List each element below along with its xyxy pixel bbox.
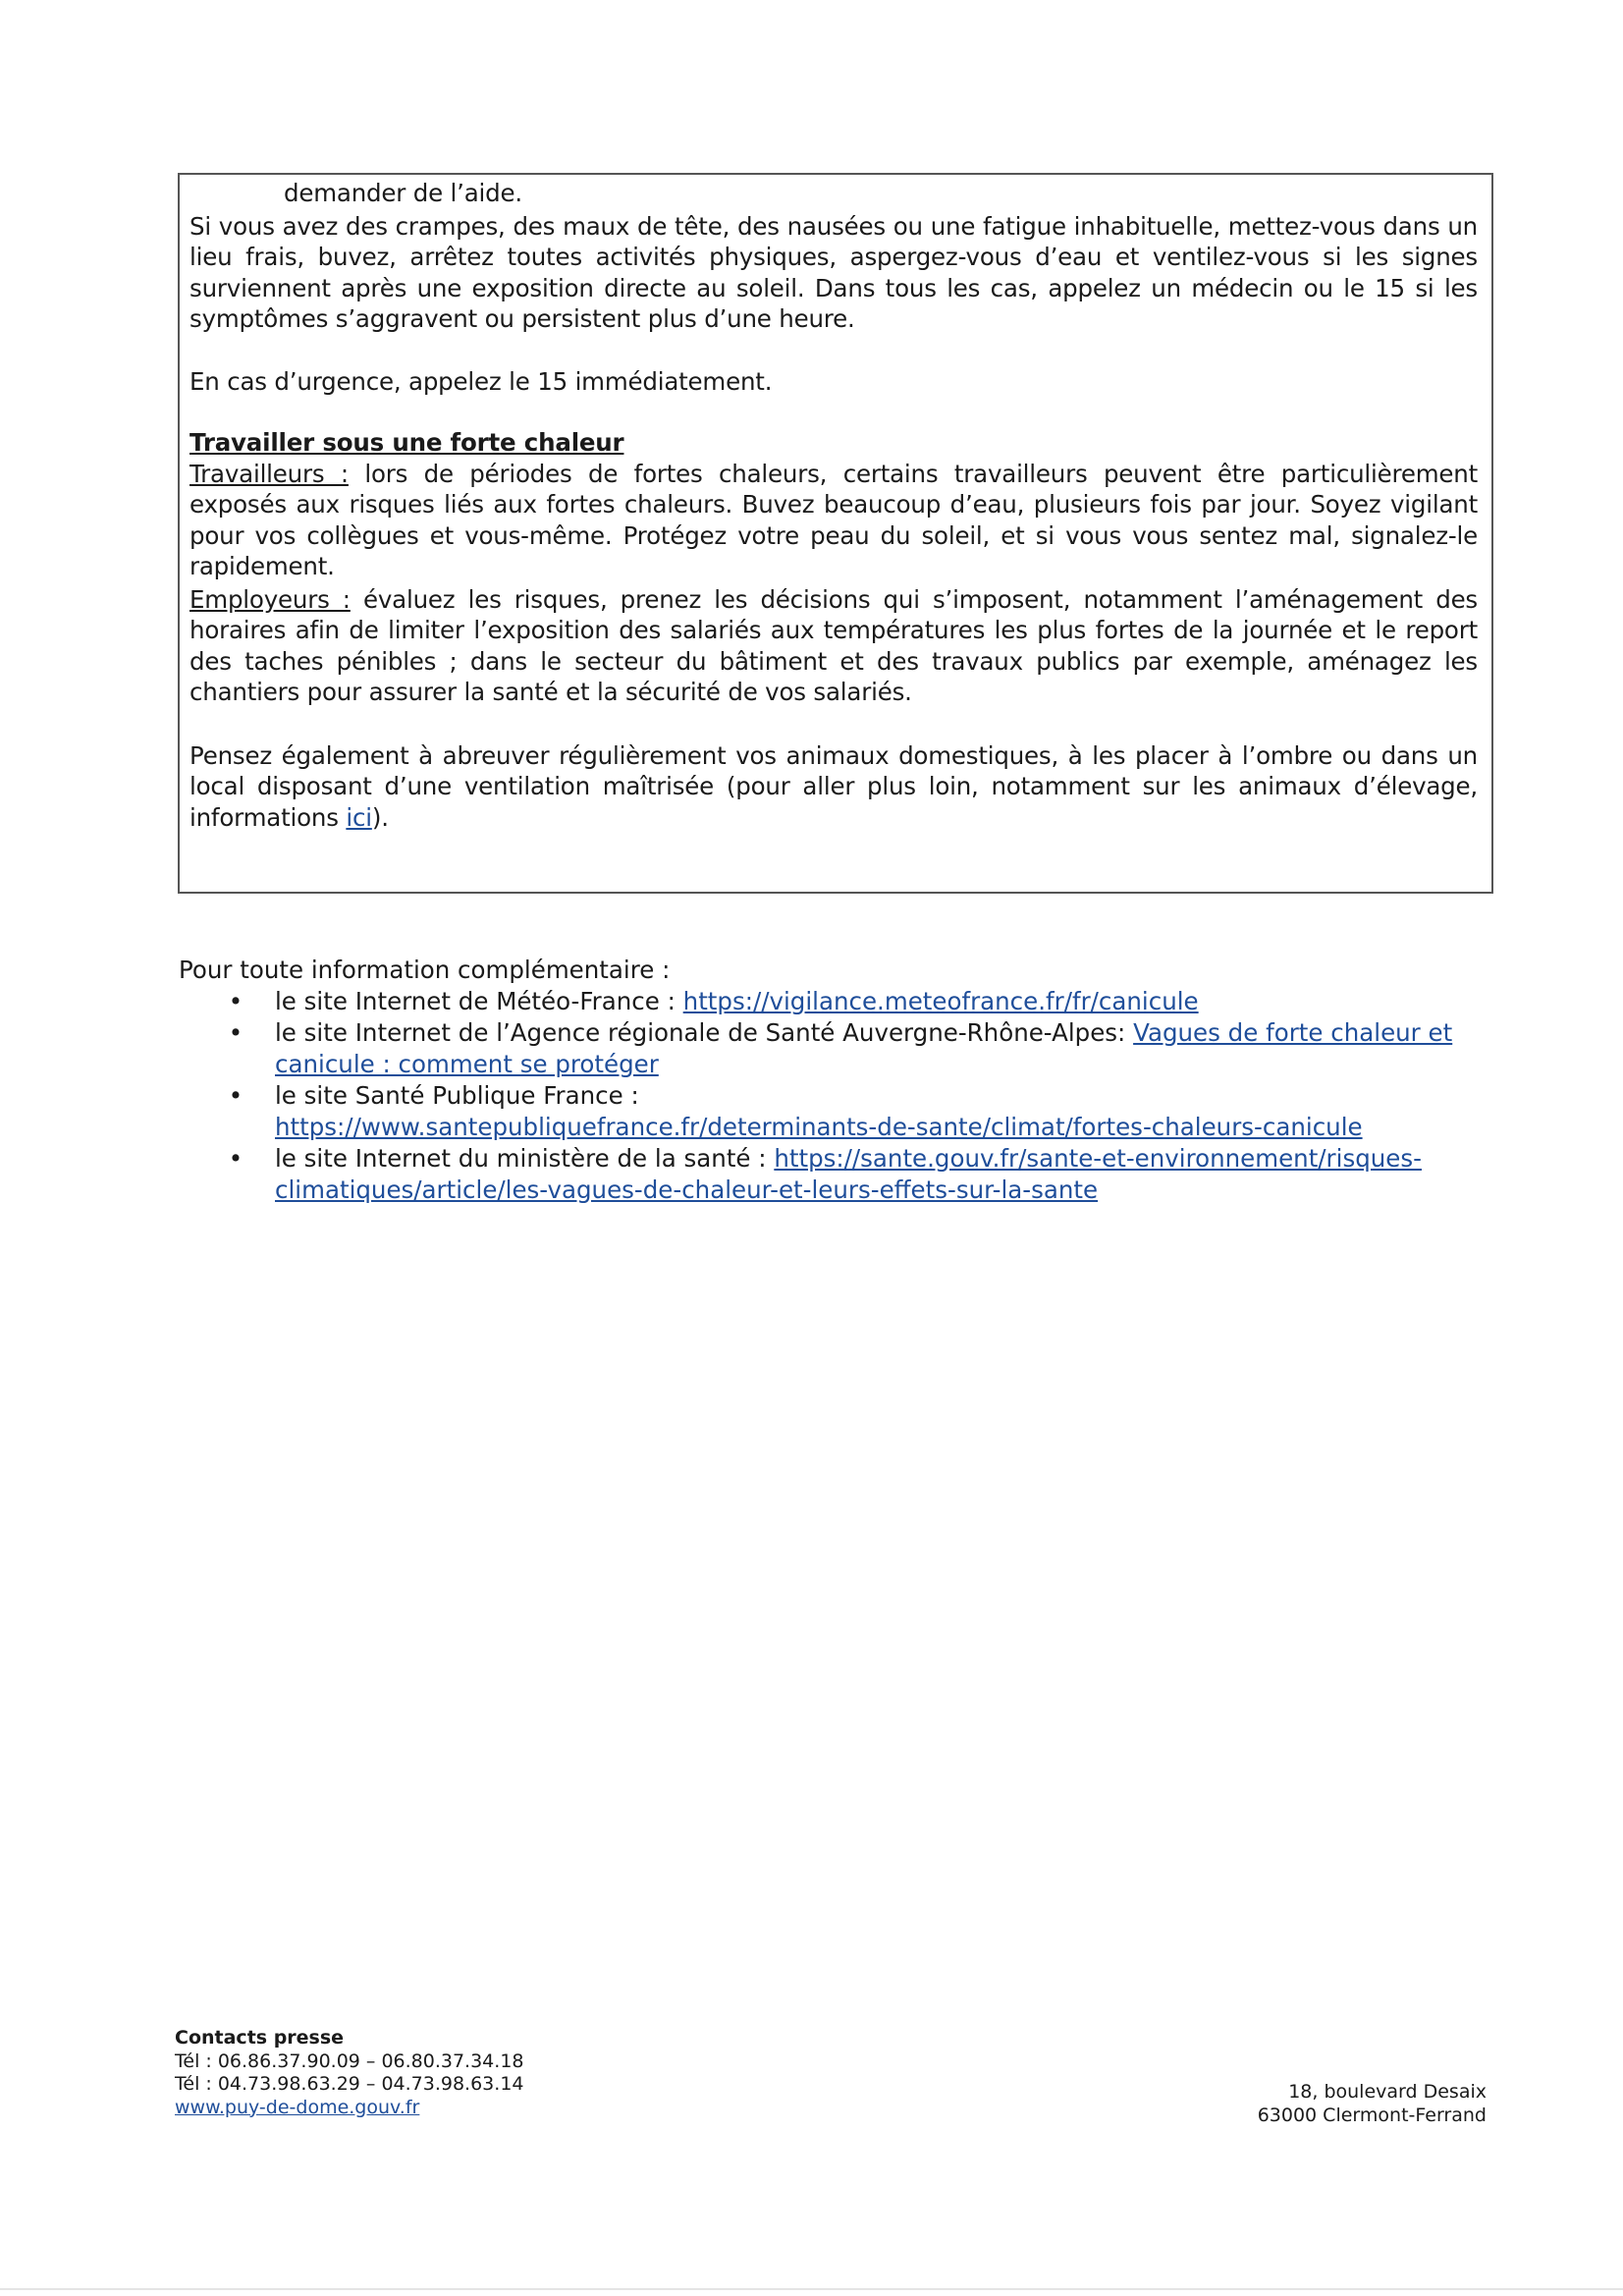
bottom-divider <box>0 2288 1623 2290</box>
postal-address <box>1258 2080 1487 2127</box>
list-item <box>179 1080 1494 1143</box>
employers-text: évaluez les risques, prenez les décisions qui s’imposent, notamment l’aménagement des horaires afin de limiter l’exposition des salariés aux températures les plus fortes de la journée et le report des taches pénibles ; dans le secteur du bâtiment et des travaux publics par exemple, aménagez les chantiers pour assurer la santé et la sécurité de vos salariés. <box>189 584 1479 706</box>
address-street: 18, boulevard Desaix <box>1288 2081 1487 2103</box>
advice-box <box>178 173 1493 894</box>
employers-label: Employeurs : <box>189 584 351 614</box>
more-info-section <box>179 955 1494 1206</box>
prefecture-website-link[interactable]: www.puy-de-dome.gouv.fr <box>175 2096 420 2118</box>
list-item-text: le site Internet du ministère de la santé : <box>275 1144 775 1173</box>
more-info-intro: Pour toute information complémentaire : <box>179 956 671 984</box>
workers-paragraph <box>189 459 1478 582</box>
animals-text: Pensez également à abreuver régulièrement vos animaux domestiques, à les placer à l’ombre ou dans un local disposant d’une ventilation maîtrisée (pour aller plus loin, notamment sur les animaux d’élevage, informations <box>189 740 1478 832</box>
workers-label: Travailleurs : <box>189 459 349 488</box>
press-contacts-title: Contacts presse <box>175 2027 345 2049</box>
more-info-list <box>179 986 1494 1206</box>
workers-text: lors de périodes de fortes chaleurs, certains travailleurs peuvent être particulièrement exposés aux risques liés aux fortes chaleurs. Buvez beaucoup d’eau, plusieurs fois par jour. Soyez vigilant pour vos collègues et vous-même. Protégez votre peau du soleil, et si vous vous sentez mal, signalez-le rapidement. <box>189 459 1478 580</box>
list-item-text: le site Internet de l’Agence régionale de Santé Auvergne-Rhône-Alpes: <box>275 1018 1134 1047</box>
bullet-icon: • <box>228 1018 243 1047</box>
list-item <box>179 986 1494 1017</box>
list-item-text: le site Santé Publique France : <box>275 1081 639 1110</box>
ministry-link[interactable]: https://sante.gouv.fr/sante-et-environnement/risques-climatiques/article/les-vagues-de-chaleur-et-leurs-effets-sur-la-sante <box>275 1144 1422 1204</box>
animals-end: ). <box>371 802 389 832</box>
press-phone-1: Tél : 06.86.37.90.09 – 06.80.37.34.18 <box>175 2050 524 2072</box>
bullet-icon: • <box>228 1081 243 1110</box>
ars-link[interactable]: Vagues de forte chaleur et canicule : comment se protéger <box>275 1018 1453 1078</box>
press-phone-2: Tél : 04.73.98.63.29 – 04.73.98.63.14 <box>175 2073 524 2095</box>
continuation-text: demander de l’aide. <box>284 179 522 207</box>
animals-info-link[interactable]: ici <box>346 802 372 832</box>
meteo-france-link[interactable]: https://vigilance.meteofrance.fr/fr/canicule <box>682 987 1199 1015</box>
work-heat-heading: Travailler sous une forte chaleur <box>189 428 624 457</box>
symptoms-paragraph: Si vous avez des crampes, des maux de tête, des nausées ou une fatigue inhabituelle, mettez-vous dans un lieu frais, buvez, arrêtez toutes activités physiques, aspergez-vous d’eau et ventilez-vous si les signes surviennent après une exposition directe au soleil. Dans tous les cas, appelez un médecin ou le 15 si les symptômes s’aggravent ou persistent plus d’une heure. <box>189 211 1478 333</box>
bullet-icon: • <box>228 1144 243 1173</box>
animals-paragraph <box>189 740 1478 834</box>
press-contacts <box>175 2027 524 2119</box>
emergency-paragraph: En cas d’urgence, appelez le 15 immédiatement. <box>189 366 773 396</box>
list-item-text: le site Internet de Météo-France : <box>275 987 683 1015</box>
address-city: 63000 Clermont-Ferrand <box>1257 2105 1487 2126</box>
list-item <box>179 1017 1494 1080</box>
list-item <box>179 1143 1494 1206</box>
bullet-icon: • <box>228 987 243 1015</box>
employers-paragraph <box>189 584 1478 708</box>
sante-publique-link[interactable]: https://www.santepubliquefrance.fr/determinants-de-sante/climat/fortes-chaleurs-canicule <box>275 1113 1363 1141</box>
